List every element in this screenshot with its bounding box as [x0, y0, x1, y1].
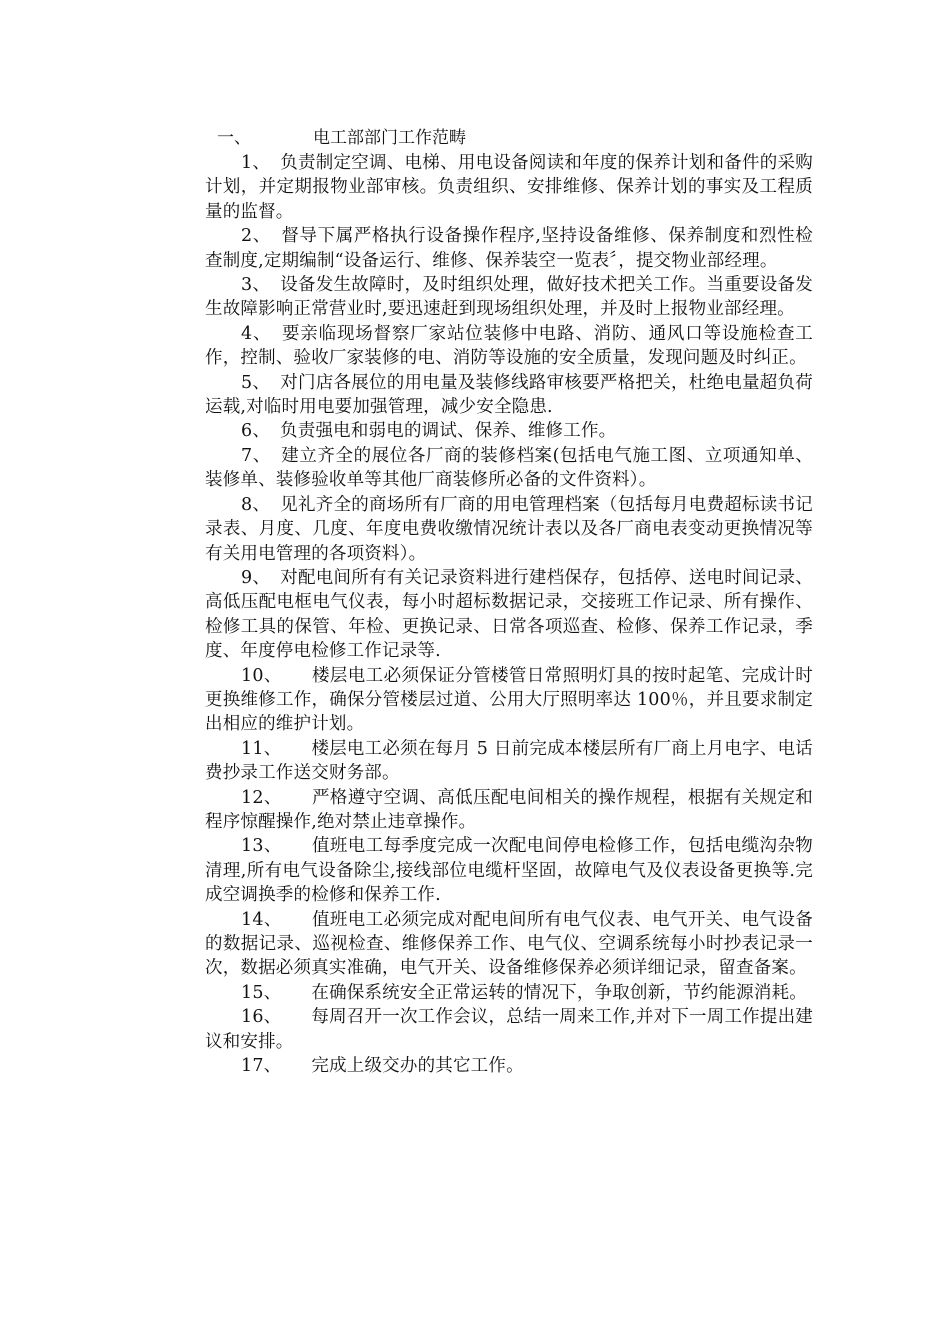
item-number: 14、 — [241, 909, 282, 930]
item-text: 见礼齐全的商场所有厂商的用电管理档案（包括每月电费超标读书记录表、月度、几度、年度电费收缴情况统计表以及各厂商电表变动更换情况等有关用电管理的各项资料）。 — [205, 494, 813, 564]
document-page — [205, 126, 813, 1078]
item-text: 楼层电工必须在每月 5 日前完成本楼层所有厂商上月电字、电话费抄录工作送交财务部。 — [205, 738, 813, 784]
item-number: 8、 — [241, 494, 271, 515]
item-text: 严格遵守空调、高低压配电间相关的操作规程，根据有关规定和程序惊醒操作,绝对禁止违章操作。 — [205, 787, 813, 832]
item-text: 建立齐全的展位各厂商的装修档案(包括电气施工图、立项通知单、装修单、装修验收单等其他厂商装修所必备的文件资料）。 — [205, 445, 813, 491]
item-text: 对门店各展位的用电量及装修线路审核要严格把关，杜绝电量超负荷运载,对临时用电要加强管理，减少安全隐患. — [205, 372, 813, 418]
list-item — [205, 834, 813, 907]
section-title: 电工部部门工作范畴 — [313, 128, 466, 148]
item-number: 3、 — [241, 275, 271, 296]
list-item — [205, 566, 813, 664]
item-number: 17、 — [241, 1056, 282, 1077]
item-number: 5、 — [241, 372, 271, 393]
list-item — [205, 419, 813, 443]
list-item — [205, 1054, 813, 1078]
item-text: 设备发生故障时，及时组织处理，做好技术把关工作。当重要设备发生故障影响正常营业时,要迅速赶到现场组织处理，并及时上报物业部经理。 — [205, 275, 813, 320]
list-item — [205, 908, 813, 981]
item-number: 13、 — [241, 836, 282, 857]
item-number: 10、 — [241, 665, 282, 686]
item-text: 楼层电工必须保证分管楼管日常照明灯具的按时起笔、完成计时更换维修工作，确保分管楼层过道、公用大厅照明率达 100％，并且要求制定出相应的维护计划。 — [205, 665, 813, 735]
item-number: 16、 — [241, 1007, 282, 1028]
item-text: 每周召开一次工作会议，总结一周来工作,并对下一周工作提出建议和安排。 — [205, 1007, 813, 1052]
item-text: 负责制定空调、电梯、用电设备阅读和年度的保养计划和备件的采购计划，并定期报物业部审核。负责组织、安排维修、保养计划的事实及工程质量的监督。 — [205, 153, 813, 222]
list-item — [205, 371, 813, 420]
section-number: 一、 — [217, 128, 251, 148]
list-item — [205, 273, 813, 322]
item-number: 12、 — [241, 787, 282, 808]
item-number: 9、 — [241, 567, 271, 588]
item-text: 负责强电和弱电的调试、保养、维修工作。 — [280, 421, 617, 442]
list-item — [205, 786, 813, 835]
item-number: 7、 — [241, 445, 271, 466]
item-text: 要亲临现场督察厂家站位装修中电路、消防、通风口等设施检查工作，控制、验收厂家装修的电、消防等设施的安全质量，发现问题及时纠正。 — [205, 323, 813, 369]
list-item — [205, 322, 813, 371]
list-item — [205, 737, 813, 786]
list-item — [205, 444, 813, 493]
list-item — [205, 1005, 813, 1054]
list-item — [205, 224, 813, 273]
item-number: 15、 — [241, 982, 282, 1003]
item-number: 11、 — [241, 738, 282, 759]
list-item — [205, 981, 813, 1005]
item-number: 1、 — [241, 153, 271, 173]
list-item — [205, 493, 813, 566]
section-heading — [205, 126, 813, 151]
item-text: 督导下属严格执行设备操作程序,坚持设备维修、保养制度和烈性检查制度,定期编制“设备运行、维修、保养装空一览表〞，提交物业部经理。 — [205, 226, 813, 271]
item-text: 值班电工必须完成对配电间所有电气仪表、电气开关、电气设备的数据记录、巡视检查、维修保养工作、电气仪、空调系统每小时抄表记录一次，数据必须真实准确，电气开关、设备维修保养必须详细记录，留查备案。 — [205, 909, 813, 979]
item-number: 2、 — [241, 226, 271, 247]
item-number: 4、 — [241, 323, 272, 344]
item-text: 对配电间所有有关记录资料进行建档保存，包括停、送电时间记录、高低压配电框电气仪表，每小时超标数据记录，交接班工作记录、所有操作、检修工具的保管、年检、更换记录、日常各项巡查、检修、保养工作记录，季度、年度停电检修工作记录等. — [205, 567, 813, 662]
list-item — [205, 664, 813, 737]
item-text: 值班电工每季度完成一次配电间停电检修工作，包括电缆沟杂物清理,所有电气设备除尘,接线部位电缆杆坚固，故障电气及仪表设备更换等.完成空调换季的检修和保养工作. — [205, 836, 813, 906]
item-number: 6、 — [241, 421, 271, 442]
list-item — [205, 151, 813, 224]
item-list — [205, 151, 813, 1078]
item-text: 完成上级交办的其它工作。 — [311, 1056, 524, 1077]
item-text: 在确保系统安全正常运转的情况下，争取创新，节约能源消耗。 — [311, 982, 807, 1003]
